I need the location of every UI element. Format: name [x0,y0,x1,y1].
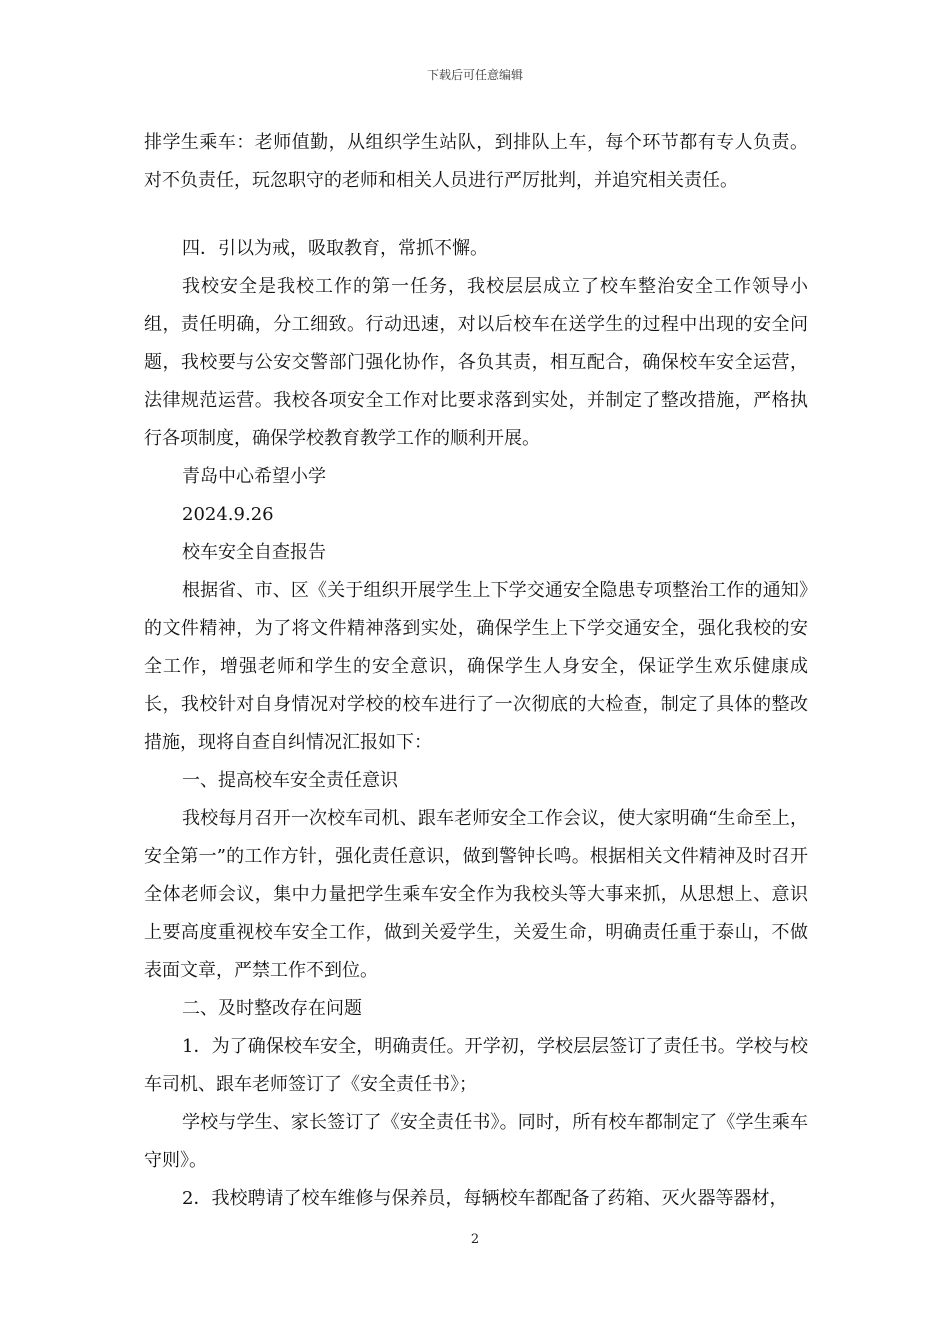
list-item-2: 2．我校聘请了校车维修与保养员，每辆校车都配备了药箱、灭火器等器材， [182,1188,788,1209]
report-title: 校车安全自查报告 [182,542,326,563]
page-number: 2 [470,1232,480,1247]
list-item-1-continued: 学校与学生、家长签订了《安全责任书》。同时，所有校车都制定了《学生乘车守则》。 [144,1112,808,1171]
section-heading-1: 一、提高校车安全责任意识 [182,770,398,791]
report-date: 2024.9.26 [182,504,274,525]
section-heading-4: 四．引以为戒，吸取教育，常抓不懈。 [182,238,488,259]
list-item-1: 1．为了确保校车安全，明确责任。开学初，学校层层签订了责任书。学校与校车司机、跟车老师签订了《安全责任书》； [144,1036,808,1095]
download-note: 下载后可任意编辑 [426,68,523,82]
paragraph-safety-priority: 我校安全是我校工作的第一任务，我校层层成立了校车整治安全工作领导小组，责任明确，分工细致。行动迅速，对以后校车在送学生的过程中出现的安全问题，我校要与公安交警部门强化协作，各负其责，相互配合，确保校车安全运营，法律规范运营。我校各项安全工作对比要求落到实处，并制定了整改措施，严格执行各项制度，确保学校教育教学工作的顺利开展。 [144,276,808,449]
document-body [144,124,808,1218]
section-heading-2: 二、及时整改存在问题 [182,998,362,1019]
school-name: 青岛中心希望小学 [182,466,326,487]
paragraph-introduction: 根据省、市、区《关于组织开展学生上下学交通安全隐患专项整治工作的通知》的文件精神，为了将文件精神落到实处，确保学生上下学交通安全，强化我校的安全工作，增强老师和学生的安全意识，确保学生人身安全，保证学生欢乐健康成长，我校针对自身情况对学校的校车进行了一次彻底的大检查，制定了具体的整改措施，现将自查自纠情况汇报如下： [144,580,808,753]
paragraph-continuation: 排学生乘车：老师值勤，从组织学生站队，到排队上车，每个环节都有专人负责。对不负责任，玩忽职守的老师和相关人员进行严厉批判，并追究相关责任。 [144,132,808,191]
paragraph-meetings: 我校每月召开一次校车司机、跟车老师安全工作会议，使大家明确“生命至上，安全第一”的工作方针，强化责任意识，做到警钟长鸣。根据相关文件精神及时召开全体老师会议，集中力量把学生乘车安全作为我校头等大事来抓，从思想上、意识上要高度重视校车安全工作，做到关爱学生，关爱生命，明确责任重于泰山，不做表面文章，严禁工作不到位。 [144,808,808,981]
